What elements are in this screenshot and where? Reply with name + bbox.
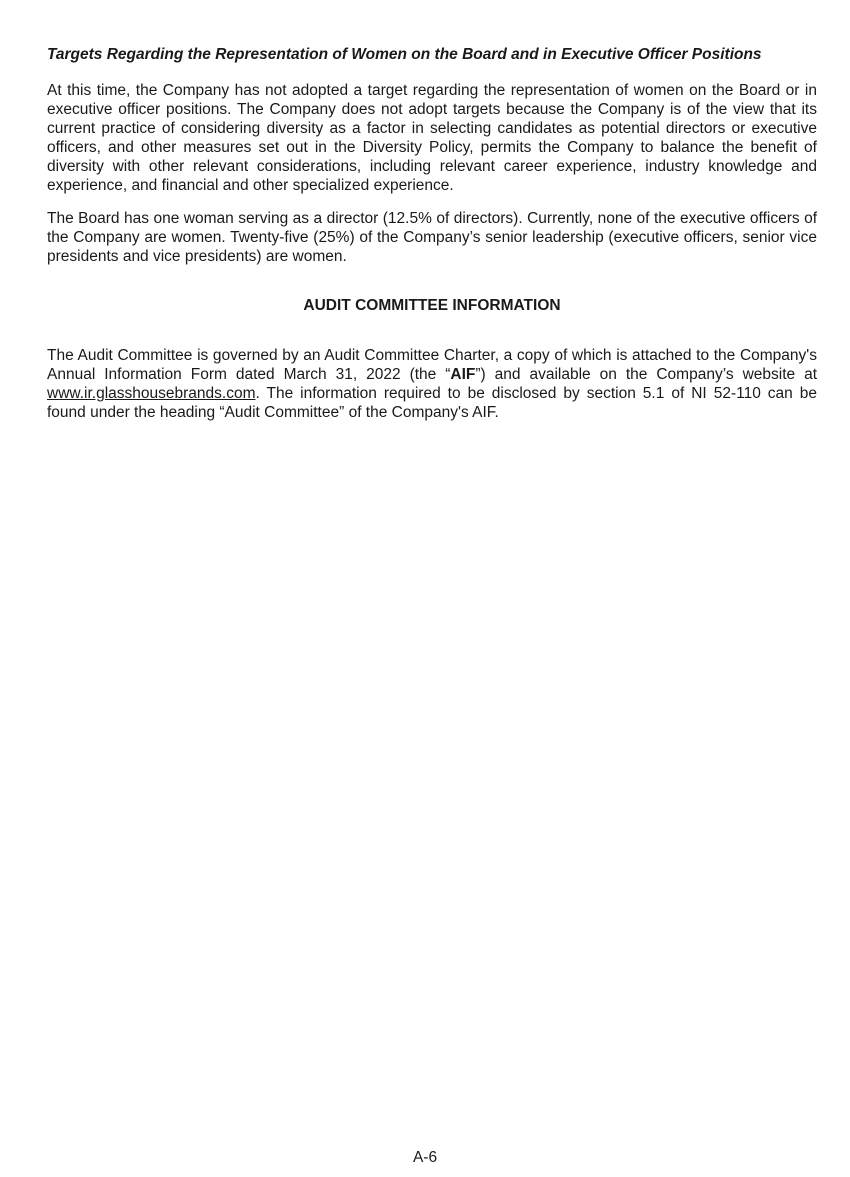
section-heading-audit-committee: AUDIT COMMITTEE INFORMATION bbox=[303, 297, 561, 314]
section-heading-diversity-targets: Targets Regarding the Representation of Women on the Board and in Executive Officer Positions bbox=[47, 46, 762, 63]
text-run: . The information required to be disclosed by section 5.1 of NI 52-110 can be found under the heading “Audit Committee” of the Company's AIF. bbox=[47, 385, 817, 421]
paragraph-board-representation: The Board has one woman serving as a director (12.5% of directors). Currently, none of the executive officers of the Company are women. Twenty-five (25%) of the Company’s senior leadership (executive officers, senior vice presidents and vice presidents) are women. bbox=[47, 210, 817, 265]
paragraph-diversity-targets: At this time, the Company has not adopted a target regarding the representation of women on the Board or in executive officer positions. The Company does not adopt targets because the Company is of the view that its current practice of considering diversity as a factor in selecting candidates as potential directors or executive officers, and other measures set out in the Diversity Policy, permits the Company to balance the benefit of diversity with other relevant considerations, including relevant career experience, industry knowledge and experience, and financial and other specialized experience. bbox=[47, 82, 817, 194]
page-number: A-6 bbox=[412, 1149, 438, 1166]
document-content bbox=[47, 45, 817, 436]
text-run: The Audit Committee is governed by an Audit Committee Charter, a copy of which is attached to the Company's Annual Information Form dated March 31, 2022 (the “ bbox=[47, 347, 817, 383]
text-run: ”) and available on the Company’s website at bbox=[475, 366, 818, 383]
paragraph-audit-committee bbox=[47, 346, 817, 422]
defined-term-aif: AIF bbox=[450, 366, 476, 383]
website-link[interactable]: www.ir.glasshousebrands.com bbox=[47, 385, 256, 402]
